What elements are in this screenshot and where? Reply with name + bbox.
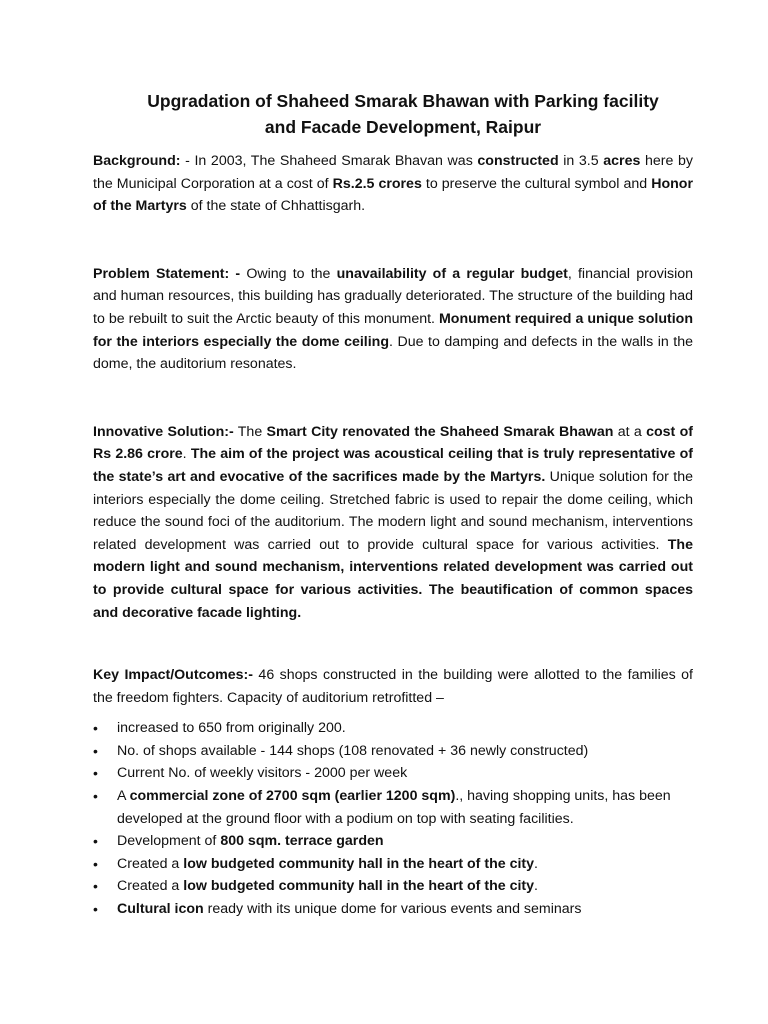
- outcomes-list: [93, 717, 693, 920]
- text-run: ., having shopping units, has been developed at the ground floor with a podium on top with seating facilities.: [117, 788, 671, 827]
- list-item: [93, 762, 693, 785]
- bullet-icon: •: [93, 742, 98, 759]
- text-run: Created a: [117, 855, 184, 872]
- bold-run: 800 sqm. terrace garden: [220, 833, 384, 850]
- text-run: . Due to damping and defects in the walls in the dome, the auditorium resonates.: [93, 333, 693, 373]
- bullet-icon: •: [93, 833, 98, 850]
- text-run: A: [117, 788, 130, 805]
- problem-statement-label: Problem Statement: -: [93, 265, 241, 282]
- bold-run: commercial zone of 2700 sqm (earlier 1200 sqm): [129, 788, 456, 805]
- key-impact-label: Key Impact/Outcomes:-: [93, 667, 253, 684]
- title-line-1: Upgradation of Shaheed Smarak Bhawan with Parking facility: [147, 91, 659, 111]
- text-run: - In 2003, The Shaheed Smarak Bhavan was: [180, 153, 478, 169]
- text-run: increased to 650 from originally 200.: [117, 720, 346, 737]
- bold-run: Honor of the Martyrs: [93, 175, 693, 215]
- text-run: Created a: [117, 878, 184, 895]
- bold-run: cost of Rs 2.86 crore: [93, 423, 693, 463]
- background-paragraph: [93, 150, 693, 218]
- bullet-icon: •: [93, 720, 98, 737]
- bullet-icon: •: [93, 765, 98, 782]
- bold-run: Smart City renovated the Shaheed Smarak Bhawan: [266, 423, 614, 440]
- text-run: at a: [613, 423, 647, 440]
- text-run: Owing to the: [240, 265, 337, 282]
- text-run: in 3.5: [558, 153, 604, 169]
- bold-run: Rs.2.5 crores: [332, 175, 422, 192]
- bullet-icon: •: [93, 878, 98, 895]
- title-line-2: and Facade Development, Raipur: [264, 117, 542, 137]
- bold-run: The modern light and sound mechanism, interventions related development was carried out to provide cultural space for various activities. The beautification of common spaces and decorative facade lighting.: [93, 536, 693, 621]
- list-item: [93, 853, 693, 876]
- bold-run: Monument required a unique solution for the interiors especially the dome ceiling: [93, 310, 693, 350]
- key-impact-paragraph: [93, 664, 693, 709]
- list-item: [93, 740, 693, 763]
- page-title: [93, 88, 693, 140]
- bold-run: unavailability of a regular budget: [336, 265, 568, 282]
- text-run: of the state of Chhattisgarh.: [186, 198, 366, 215]
- bullet-icon: •: [93, 855, 98, 872]
- bold-run: Cultural icon: [117, 901, 204, 918]
- list-item: [93, 717, 693, 740]
- text-run: to preserve the cultural symbol and: [421, 175, 652, 192]
- text-run: here by the Municipal Corporation at a cost of: [93, 153, 694, 192]
- text-run: .: [182, 446, 191, 463]
- text-run: .: [534, 878, 538, 895]
- text-run: .: [534, 855, 538, 872]
- text-run: No. of shops available - 144 shops (108 renovated + 36 newly constructed): [117, 742, 589, 759]
- bold-run: low budgeted community hall in the heart of the city: [183, 878, 535, 895]
- text-run: The: [233, 423, 267, 440]
- bullet-icon: •: [93, 901, 98, 918]
- text-run: ready with its unique dome for various events and seminars: [203, 901, 582, 918]
- text-run: Current No. of weekly visitors - 2000 per week: [117, 765, 408, 782]
- text-run: Development of: [117, 833, 221, 850]
- list-item: [93, 785, 693, 830]
- background-label: Background:: [93, 153, 181, 169]
- bullet-icon: •: [93, 788, 98, 805]
- text-run: Unique solution for the interiors especially the dome ceiling. Stretched fabric is used to repair the dome ceiling, which reduce the sound foci of the auditorium. The modern light and sound mechanism, interventions related development was carried out to provide cultural space for various activities.: [93, 468, 693, 553]
- text-run: 46 shops constructed in the building were allotted to the families of the freedom fighters. Capacity of auditorium retrofitted –: [93, 667, 694, 706]
- bold-run: The aim of the project was acoustical ceiling that is truly representative of the state’s art and evocative of the sacrifices made by the Martyrs.: [93, 446, 694, 485]
- bold-run: low budgeted community hall in the heart of the city: [183, 855, 535, 872]
- list-item: [93, 875, 693, 898]
- problem-statement-paragraph: [93, 263, 693, 376]
- list-item: [93, 830, 693, 853]
- innovative-solution-paragraph: [93, 421, 693, 624]
- innovative-solution-label: Innovative Solution:-: [93, 423, 234, 440]
- bold-run: constructed: [477, 153, 559, 169]
- list-item: [93, 898, 693, 921]
- bold-run: acres: [603, 153, 641, 169]
- text-run: , financial provision and human resources, this building has gradually deteriorated. The structure of the building had to be rebuilt to suit the Arctic beauty of this monument.: [93, 265, 693, 327]
